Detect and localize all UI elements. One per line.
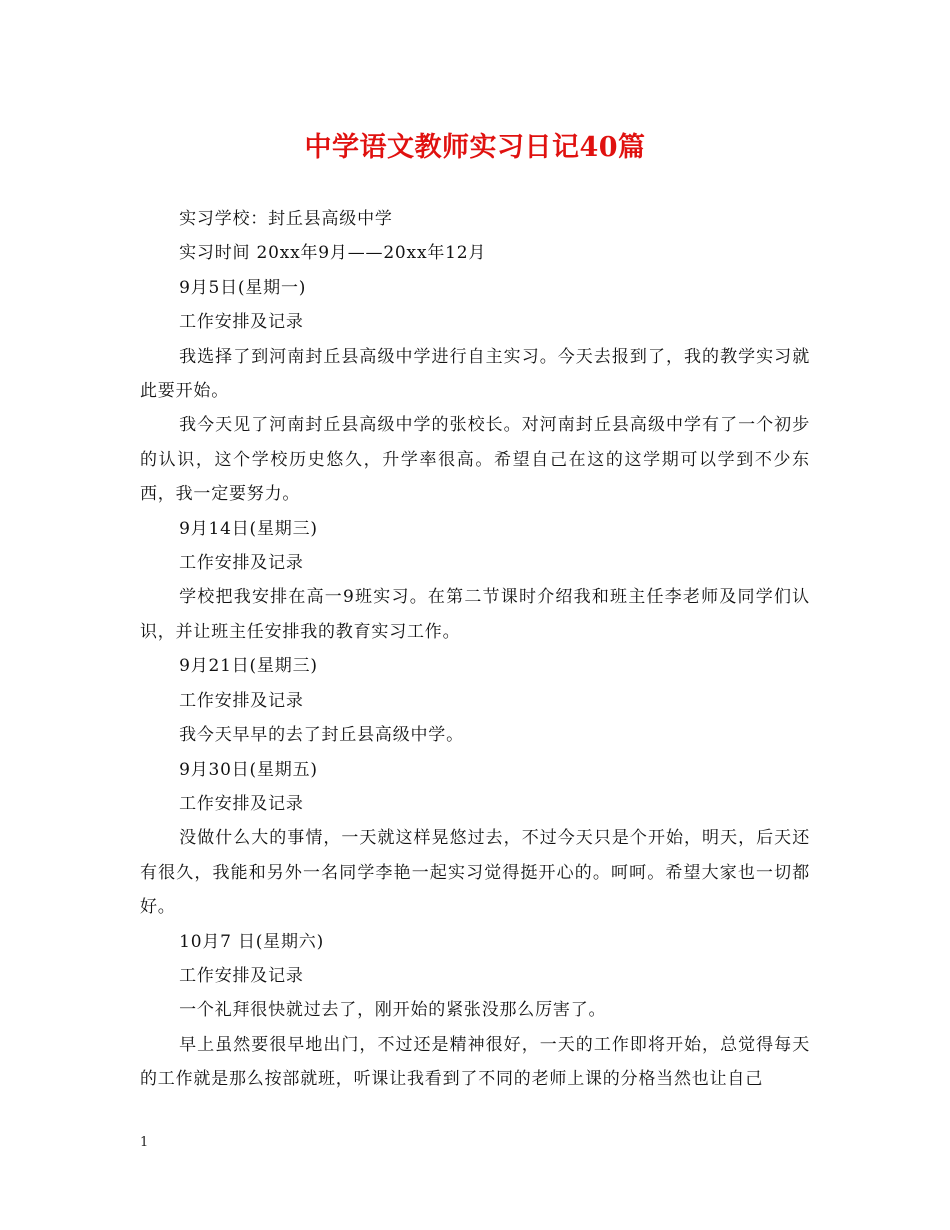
- section-label: 工作安排及记录: [179, 965, 304, 986]
- paragraph: 我今天早早的去了封丘县高级中学。: [179, 725, 464, 746]
- section-label: 工作安排及记录: [179, 690, 304, 711]
- paragraph: 我今天见了河南封丘县高级中学的张校长。对河南封丘县高级中学有了一个初步的认识，这个学校历史悠久，升学率很高。希望自己在这的这学期可以学到不少东西，我一定要努力。: [140, 415, 810, 505]
- paragraph: 一个礼拜很快就过去了，刚开始的紧张没那么厉害了。: [179, 1000, 607, 1021]
- document-body: [140, 202, 810, 1097]
- date-heading: 9月14日(星期三): [179, 518, 318, 539]
- date-heading: 9月5日(星期一): [179, 277, 307, 298]
- section-label: 工作安排及记录: [179, 793, 304, 814]
- document-title: 中学语文教师实习日记40篇: [304, 132, 646, 163]
- paragraph: 学校把我安排在高一9班实习。在第二节课时介绍我和班主任李老师及同学们认识，并让班主任安排我的教育实习工作。: [140, 587, 810, 642]
- paragraph-period: 实习时间 20xx年9月——20xx年12月: [179, 243, 487, 264]
- paragraph: 早上虽然要很早地出门，不过还是精神很好，一天的工作即将开始，总觉得每天的工作就是那么按部就班，听课让我看到了不同的老师上课的分格当然也让自己: [140, 1034, 810, 1090]
- paragraph: 我选择了到河南封丘县高级中学进行自主实习。今天去报到了，我的教学实习就此要开始。: [140, 346, 810, 402]
- date-heading: 9月30日(星期五): [179, 759, 318, 780]
- paragraph-school: 实习学校：封丘县高级中学: [179, 209, 393, 229]
- paragraph: 没做什么大的事情，一天就这样晃悠过去，不过今天只是个开始，明天，后天还有很久，我能和另外一名同学李艳一起实习觉得挺开心的。呵呵。希望大家也一切都好。: [140, 828, 810, 918]
- section-label: 工作安排及记录: [179, 553, 304, 574]
- page-number: 1: [140, 1135, 149, 1150]
- section-label: 工作安排及记录: [179, 312, 304, 333]
- date-heading: 9月21日(星期三): [179, 656, 318, 677]
- date-heading: 10月7 日(星期六): [179, 931, 325, 952]
